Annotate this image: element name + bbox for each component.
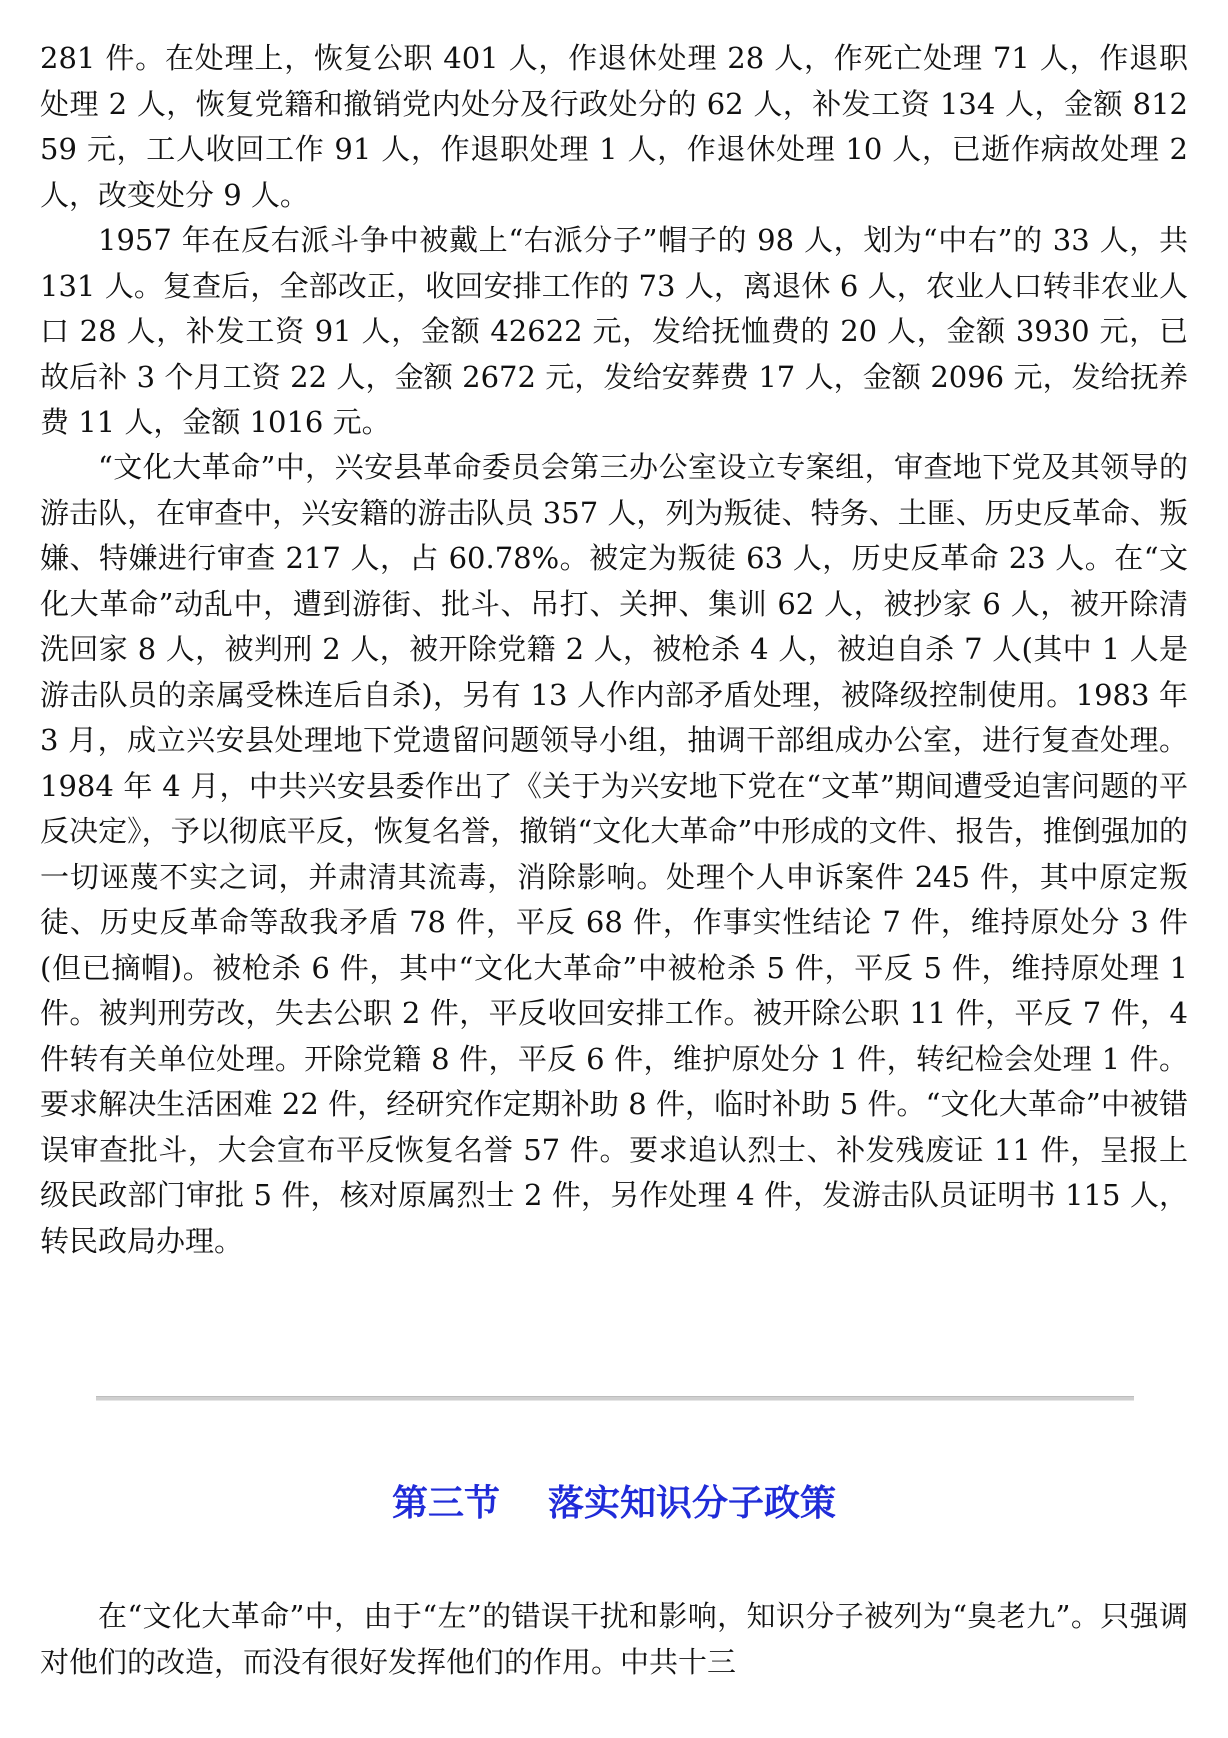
body-paragraph-4: 在“文化大革命”中，由于“左”的错误干扰和影响，知识分子被列为“臭老九”。只强调对他们的改造，而没有很好发挥他们的作用。中共十三 [40, 1599, 1188, 1679]
section-title-text: 落实知识分子政策 [548, 1482, 837, 1524]
section-number: 第三节 [391, 1482, 500, 1524]
body-paragraph-2: 1957 年在反右派斗争中被戴上“右派分子”帽子的 98 人，划为“中右”的 33 人，共 131 人。复查后，全部改正，收回安排工作的 73 人，离退休 6 人，农业人口转非农业人口 28 人，补发工资 91 人，金额 42622 元，发给抚恤费的 20 人，金额 3930 元，已故后补 3 个月工资 22 人，金额 2672 元，发给安葬费 17 人，金额 2096 元，发给抚养费 11 人，金额 1016 元。 [40, 223, 1188, 439]
body-paragraph-1: 281 件。在处理上，恢复公职 401 人，作退休处理 28 人，作死亡处理 71 人，作退职处理 2 人，恢复党籍和撤销党内处分及行政处分的 62 人，补发工资 134 人，金额 81259 元，工人收回工作 91 人，作退职处理 1 人，作退休处理 10 人，已逝作病故处理 2 人，改变处分 9 人。 [40, 41, 1188, 212]
section-heading [0, 1478, 1228, 1528]
section-divider [96, 1396, 1134, 1401]
body-paragraph-3: “文化大革命”中，兴安县革命委员会第三办公室设立专案组，审查地下党及其领导的游击队，在审查中，兴安籍的游击队员 357 人，列为叛徒、特务、土匪、历史反革命、叛嫌、特嫌进行审查 217 人，占 60.78%。被定为叛徒 63 人，历史反革命 23 人。在“文化大革命”动乱中，遭到游街、批斗、吊打、关押、集训 62 人，被抄家 6 人，被开除清洗回家 8 人，被判刑 2 人，被开除党籍 2 人，被枪杀 4 人，被迫自杀 7 人(其中 1 人是游击队员的亲属受株连后自杀)，另有 13 人作内部矛盾处理，被降级控制使用。1983 年 3 月，成立兴安县处理地下党遗留问题领导小组，抽调干部组成办公室，进行复查处理。1984 年 4 月，中共兴安县委作出了《关于为兴安地下党在“文革”期间遭受迫害问题的平反决定》，予以彻底平反，恢复名誉，撤销“文化大革命”中形成的文件、报告，推倒强加的一切诬蔑不实之词，并肃清其流毒，消除影响。处理个人申诉案件 245 件，其中原定叛徒、历史反革命等敌我矛盾 78 件，平反 68 件，作事实性结论 7 件，维持原处分 3 件(但已摘帽)。被枪杀 6 件，其中“文化大革命”中被枪杀 5 件，平反 5 件，维持原处理 1 件。被判刑劳改，失去公职 2 件，平反收回安排工作。被开除公职 11 件，平反 7 件，4 件转有关单位处理。开除党籍 8 件，平反 6 件，维护原处分 1 件，转纪检会处理 1 件。要求解决生活困难 22 件，经研究作定期补助 8 件，临时补助 5 件。“文化大革命”中被错误审查批斗，大会宣布平反恢复名誉 57 件。要求追认烈士、补发残废证 11 件，呈报上级民政部门审批 5 件，核对原属烈士 2 件，另作处理 4 件，发游击队员证明书 115 人，转民政局办理。 [40, 450, 1188, 1258]
